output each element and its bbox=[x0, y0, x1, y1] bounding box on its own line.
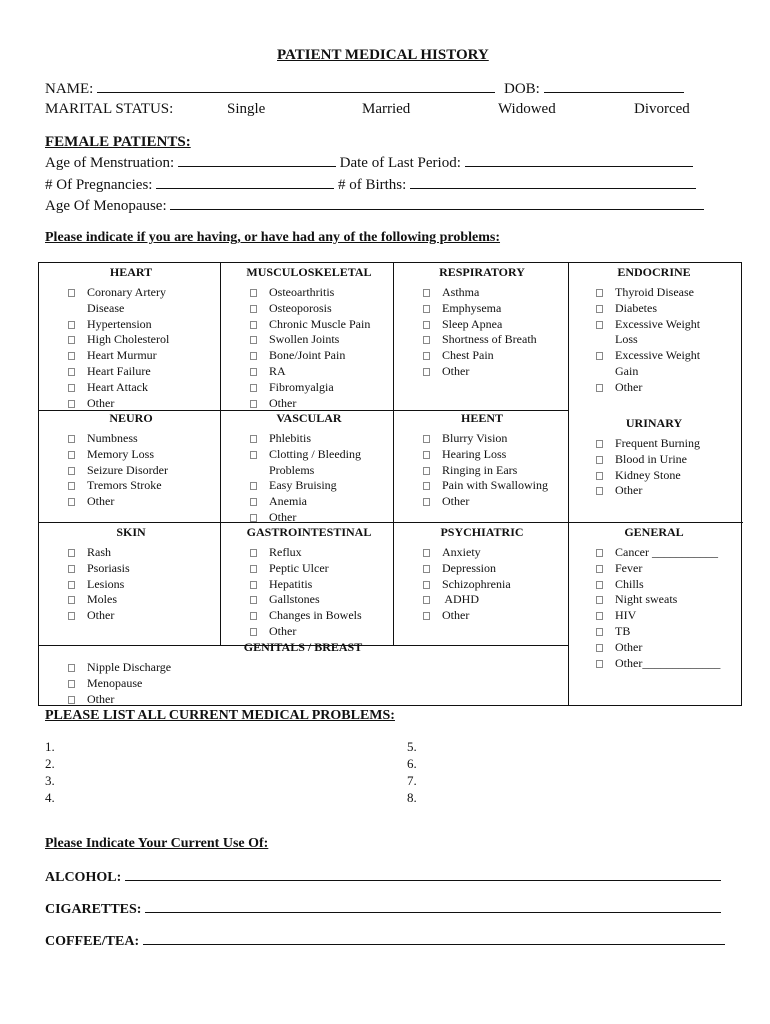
checklist-item-musculoskeletal bbox=[250, 363, 286, 379]
problem-line-7[interactable]: 7. bbox=[407, 773, 417, 788]
checkbox-icon[interactable] bbox=[423, 352, 430, 360]
checkbox-icon[interactable] bbox=[250, 482, 257, 490]
checkbox-icon[interactable] bbox=[250, 565, 257, 573]
checkbox-icon[interactable] bbox=[68, 336, 75, 344]
checklist-item-label: Asthma bbox=[442, 285, 480, 299]
checklist-item-vascular bbox=[250, 493, 307, 509]
checklist-item-label: RA bbox=[269, 364, 286, 378]
checklist-item-psychiatric bbox=[423, 560, 496, 576]
checkbox-icon[interactable] bbox=[250, 514, 257, 522]
problem-line-3[interactable]: 3. bbox=[45, 773, 55, 788]
problem-line-8[interactable]: 8. bbox=[407, 790, 417, 805]
problem-line-4[interactable]: 4. bbox=[45, 790, 55, 805]
checkbox-icon[interactable] bbox=[423, 549, 430, 557]
checklist-item-label: Emphysema bbox=[442, 300, 502, 315]
checklist-item-label: Blurry Vision bbox=[442, 431, 508, 445]
cigarettes-row bbox=[45, 900, 721, 918]
checklist-item-label: Phlebitis bbox=[269, 431, 312, 445]
checklist-item-general bbox=[596, 623, 630, 639]
checklist-item-vascular bbox=[250, 430, 311, 446]
checkbox-icon[interactable] bbox=[250, 289, 257, 297]
checkbox-icon[interactable] bbox=[423, 612, 430, 620]
marital-option-single[interactable]: Single bbox=[227, 101, 266, 117]
checklist-item-label: Other bbox=[269, 395, 297, 410]
checklist-item-endocrine bbox=[596, 347, 700, 363]
checkbox-icon[interactable] bbox=[68, 696, 75, 704]
checklist-item-label: Gain bbox=[615, 364, 639, 378]
checklist-item-label: Other bbox=[87, 608, 115, 623]
checklist-item-label: Other bbox=[269, 624, 297, 638]
checklist-item-label: Hearing Loss bbox=[442, 446, 507, 461]
checklist-item-label: Other bbox=[87, 691, 115, 706]
checkbox-icon[interactable] bbox=[68, 467, 75, 475]
section-gastrointestinal-title: GASTROINTESTINAL bbox=[246, 525, 372, 539]
checkbox-icon[interactable] bbox=[68, 596, 75, 604]
checkbox-icon[interactable] bbox=[596, 644, 603, 652]
checkbox-icon[interactable] bbox=[596, 352, 603, 360]
checklist-item-urinary bbox=[596, 451, 687, 467]
checklist-item-label: Clotting / Bleeding bbox=[269, 446, 361, 461]
menstruation-field[interactable] bbox=[178, 154, 336, 167]
checklist-item-label: Other_____________ bbox=[615, 655, 721, 670]
checklist-item-label: Night sweats bbox=[615, 592, 678, 607]
checklist-item-musculoskeletal bbox=[250, 379, 334, 395]
pregnancies-label: # Of Pregnancies: bbox=[45, 177, 153, 193]
checkbox-icon[interactable] bbox=[596, 549, 603, 557]
checkbox-icon[interactable] bbox=[250, 581, 257, 589]
section-endocrine-title: ENDOCRINE bbox=[617, 265, 691, 279]
checklist-item-gastro bbox=[250, 623, 296, 639]
checklist-item-neuro bbox=[68, 477, 162, 493]
checklist-item-gastro bbox=[250, 560, 329, 576]
checklist-item-label: Frequent Burning bbox=[615, 436, 700, 450]
checklist-item-general bbox=[596, 576, 644, 592]
menstruation-label: Age of Menstruation: bbox=[45, 155, 175, 171]
checklist-item-label: Easy Bruising bbox=[269, 478, 337, 493]
checklist-item-skin bbox=[68, 607, 114, 623]
checklist-item-respiratory bbox=[423, 284, 479, 300]
checkbox-icon[interactable] bbox=[68, 581, 75, 589]
checklist-item-gastro bbox=[250, 607, 362, 623]
checklist-item-label: Diabetes bbox=[615, 300, 657, 315]
checklist-item-neuro bbox=[68, 446, 154, 462]
problem-line-2[interactable]: 2. bbox=[45, 756, 55, 771]
checkbox-icon[interactable] bbox=[423, 451, 430, 459]
checklist-item-label: Heart Attack bbox=[87, 379, 148, 394]
coffee-tea-label: COFFEE/TEA: bbox=[45, 934, 140, 949]
checklist-item-label: Chest Pain bbox=[442, 348, 494, 363]
pregnancies-row bbox=[45, 176, 696, 194]
checkbox-icon[interactable] bbox=[250, 596, 257, 604]
section-urinary-title: URINARY bbox=[625, 416, 683, 430]
checklist-item-label: TB bbox=[615, 624, 631, 638]
cigarettes-field[interactable] bbox=[145, 900, 721, 913]
pregnancies-field[interactable] bbox=[156, 176, 334, 189]
checkbox-icon[interactable] bbox=[596, 581, 603, 589]
checklist-item-label: Problems bbox=[269, 462, 315, 477]
checkbox-icon[interactable] bbox=[423, 435, 430, 443]
checkbox-icon[interactable] bbox=[423, 581, 430, 589]
checkbox-icon[interactable] bbox=[250, 336, 257, 344]
grid-divider bbox=[39, 522, 743, 523]
checklist-item-heart bbox=[68, 379, 148, 395]
checklist-item-label: Chronic Muscle Pain bbox=[269, 316, 371, 331]
marital-option-divorced[interactable]: Divorced bbox=[634, 101, 690, 117]
checkbox-icon[interactable] bbox=[68, 400, 75, 408]
checklist-item-label: Reflux bbox=[269, 545, 302, 559]
checkbox-icon[interactable] bbox=[596, 660, 603, 668]
checkbox-icon[interactable] bbox=[423, 368, 430, 376]
checklist-item-label: ADHD bbox=[442, 592, 480, 607]
checklist-item-label: Anemia bbox=[269, 494, 307, 509]
name-label: NAME: bbox=[45, 81, 94, 97]
checklist-item-endocrine bbox=[596, 284, 694, 300]
checkbox-icon[interactable] bbox=[423, 498, 430, 506]
checklist-item-endocrine bbox=[596, 331, 638, 347]
checkbox-icon[interactable] bbox=[68, 549, 75, 557]
checklist-item-psychiatric bbox=[423, 576, 511, 592]
checklist-item-respiratory bbox=[423, 347, 494, 363]
checklist-item-heent bbox=[423, 477, 548, 493]
checkbox-icon[interactable] bbox=[68, 451, 75, 459]
checkbox-icon[interactable] bbox=[596, 321, 603, 329]
section-respiratory-title: RESPIRATORY bbox=[439, 265, 525, 279]
checklist-item-vascular bbox=[250, 446, 361, 462]
checklist-item-endocrine bbox=[596, 300, 657, 316]
checkbox-icon[interactable] bbox=[250, 628, 257, 636]
checklist-item-musculoskeletal bbox=[250, 316, 370, 332]
checklist-item-genitals bbox=[68, 691, 114, 707]
problem-line-1[interactable]: 1. bbox=[45, 739, 55, 754]
checklist-item-label: Menopause bbox=[87, 675, 143, 690]
name-row bbox=[45, 80, 495, 98]
checklist-item-label: Other bbox=[87, 494, 115, 509]
checklist-item-label: Psoriasis bbox=[87, 560, 130, 575]
section-heart-title: HEART bbox=[109, 265, 153, 279]
checklist-item-label: Osteoporosis bbox=[269, 300, 332, 315]
checklist-item-gastro bbox=[250, 544, 302, 560]
section-general-title: GENERAL bbox=[624, 525, 684, 539]
checklist-item-psychiatric bbox=[423, 607, 469, 623]
checkbox-icon[interactable] bbox=[423, 321, 430, 329]
births-field[interactable] bbox=[410, 176, 696, 189]
checkbox-icon[interactable] bbox=[596, 456, 603, 464]
checkbox-icon[interactable] bbox=[423, 467, 430, 475]
checklist-item-general bbox=[596, 607, 636, 623]
checklist-item-label: Other bbox=[442, 608, 470, 623]
checklist-item-label: Other bbox=[615, 379, 643, 394]
checklist-item-skin bbox=[68, 576, 124, 592]
checklist-item-heart bbox=[68, 300, 124, 316]
checklist-item-endocrine bbox=[596, 316, 700, 332]
checkbox-icon[interactable] bbox=[596, 487, 603, 495]
checklist-item-endocrine bbox=[596, 363, 638, 379]
checklist-item-heent bbox=[423, 462, 517, 478]
checklist-item-urinary bbox=[596, 467, 681, 483]
section-neuro-title: NEURO bbox=[109, 411, 153, 425]
checklist-item-psychiatric bbox=[423, 591, 479, 607]
checkbox-icon[interactable] bbox=[68, 498, 75, 506]
checkbox-icon[interactable] bbox=[250, 498, 257, 506]
checklist-item-label: Ringing in Ears bbox=[442, 462, 518, 477]
checklist-item-neuro bbox=[68, 430, 138, 446]
checklist-item-label: Anxiety bbox=[442, 545, 481, 559]
checklist-item-heart bbox=[68, 363, 151, 379]
name-field[interactable] bbox=[97, 80, 495, 93]
checkbox-icon[interactable] bbox=[596, 565, 603, 573]
checklist-item-label: Shortness of Breath bbox=[442, 332, 537, 347]
checklist-item-respiratory bbox=[423, 331, 537, 347]
alcohol-field[interactable] bbox=[125, 868, 721, 881]
checklist-item-label: Other bbox=[87, 395, 115, 410]
checklist-item-label: Depression bbox=[442, 560, 496, 575]
checklist-item-vascular bbox=[250, 509, 296, 525]
checklist-item-label: Bone/Joint Pain bbox=[269, 348, 346, 363]
checkbox-icon[interactable] bbox=[423, 596, 430, 604]
checklist-item-label: Other bbox=[615, 639, 643, 654]
checklist-item-heart bbox=[68, 347, 157, 363]
checklist-item-label: High Cholesterol bbox=[87, 332, 170, 347]
grid-divider bbox=[568, 263, 569, 705]
checklist-item-label: Kidney Stone bbox=[615, 467, 681, 482]
checklist-item-label: Chills bbox=[615, 576, 644, 591]
checklist-item-heent bbox=[423, 493, 469, 509]
checkbox-icon[interactable] bbox=[250, 321, 257, 329]
instruction-text: Please indicate if you are having, or have had any of the following problems: bbox=[45, 230, 501, 245]
checklist-item-label: Nipple Discharge bbox=[87, 660, 172, 674]
checkbox-icon[interactable] bbox=[596, 305, 603, 313]
checklist-item-label: Sleep Apnea bbox=[442, 316, 503, 331]
checklist-item-gastro bbox=[250, 591, 320, 607]
checklist-item-label: Lesions bbox=[87, 576, 125, 591]
checklist-item-general bbox=[596, 560, 642, 576]
checklist-item-label: Heart Failure bbox=[87, 364, 151, 378]
checklist-item-label: Moles bbox=[87, 592, 117, 607]
checklist-item-heart bbox=[68, 395, 114, 411]
female-patients-heading: FEMALE PATIENTS: bbox=[45, 134, 191, 150]
checkbox-icon[interactable] bbox=[423, 565, 430, 573]
checklist-item-label: Disease bbox=[87, 300, 125, 315]
checkbox-icon[interactable] bbox=[68, 482, 75, 490]
checklist-item-label: Loss bbox=[615, 332, 638, 347]
menopause-label: Age Of Menopause: bbox=[45, 198, 167, 214]
checkbox-icon[interactable] bbox=[250, 352, 257, 360]
checklist-item-genitals bbox=[68, 659, 171, 675]
problem-line-5[interactable]: 5. bbox=[407, 739, 417, 754]
checkbox-icon[interactable] bbox=[68, 612, 75, 620]
checklist-item-vascular bbox=[250, 477, 337, 493]
checklist-item-label: Other bbox=[442, 494, 470, 509]
checkbox-icon[interactable] bbox=[250, 612, 257, 620]
checklist-item-label: Schizophrenia bbox=[442, 576, 511, 591]
marital-status-label: MARITAL STATUS: bbox=[45, 101, 174, 117]
checklist-item-musculoskeletal bbox=[250, 284, 334, 300]
checklist-item-heent bbox=[423, 446, 506, 462]
checkbox-icon[interactable] bbox=[596, 384, 603, 392]
problem-line-6[interactable]: 6. bbox=[407, 756, 417, 771]
menopause-row bbox=[45, 197, 704, 215]
checkbox-icon[interactable] bbox=[250, 400, 257, 408]
checkbox-icon[interactable] bbox=[68, 565, 75, 573]
checkbox-icon[interactable] bbox=[68, 321, 75, 329]
checklist-item-label: Changes in Bowels bbox=[269, 608, 362, 623]
checkbox-icon[interactable] bbox=[68, 368, 75, 376]
section-skin-title: SKIN bbox=[116, 525, 146, 539]
grid-divider bbox=[393, 263, 394, 645]
section-heent-title: HEENT bbox=[460, 411, 503, 425]
checklist-item-heent bbox=[423, 430, 507, 446]
checklist-item-label: Fever bbox=[615, 560, 643, 575]
checklist-item-label: Blood in Urine bbox=[615, 451, 687, 466]
checkbox-icon[interactable] bbox=[250, 451, 257, 459]
checkbox-icon[interactable] bbox=[423, 305, 430, 313]
checklist-item-skin bbox=[68, 591, 117, 607]
checklist-item-label: Thyroid Disease bbox=[615, 285, 694, 299]
usage-heading: Please Indicate Your Current Use Of: bbox=[45, 836, 269, 851]
dob-field[interactable] bbox=[544, 80, 684, 93]
checklist-item-urinary bbox=[596, 435, 700, 451]
checklist-item-label: Rash bbox=[87, 545, 111, 559]
checklist-item-general bbox=[596, 655, 720, 671]
checklist-item-general bbox=[596, 639, 642, 655]
checkbox-icon[interactable] bbox=[68, 680, 75, 688]
checklist-item-genitals bbox=[68, 675, 142, 691]
checkbox-icon[interactable] bbox=[68, 352, 75, 360]
last-period-label: Date of Last Period: bbox=[339, 155, 461, 171]
checklist-item-musculoskeletal bbox=[250, 331, 339, 347]
checklist-item-heart bbox=[68, 284, 166, 300]
marital-option-married[interactable]: Married bbox=[362, 101, 411, 117]
checkbox-icon[interactable] bbox=[596, 628, 603, 636]
alcohol-row bbox=[45, 868, 721, 886]
checklist-item-label: Memory Loss bbox=[87, 446, 154, 461]
checkbox-icon[interactable] bbox=[596, 596, 603, 604]
marital-option-widowed[interactable]: Widowed bbox=[498, 101, 556, 117]
checklist-item-endocrine bbox=[596, 379, 642, 395]
checkbox-icon[interactable] bbox=[68, 435, 75, 443]
alcohol-label: ALCOHOL: bbox=[45, 870, 122, 885]
checkbox-icon[interactable] bbox=[423, 289, 430, 297]
checklist-item-general bbox=[596, 544, 718, 560]
menopause-field[interactable] bbox=[170, 197, 704, 210]
checkbox-icon[interactable] bbox=[250, 368, 257, 376]
checkbox-icon[interactable] bbox=[68, 384, 75, 392]
checklist-item-label: Heart Murmur bbox=[87, 348, 157, 363]
checkbox-icon[interactable] bbox=[250, 384, 257, 392]
section-musculoskeletal-title: MUSCULOSKELETAL bbox=[246, 265, 372, 279]
checklist-item-label: Osteoarthritis bbox=[269, 285, 335, 299]
checklist-item-label: HIV bbox=[615, 608, 637, 623]
checklist-item-label: Other bbox=[615, 483, 643, 498]
checklist-item-label: Pain with Swallowing bbox=[442, 478, 549, 493]
checkbox-icon[interactable] bbox=[596, 289, 603, 297]
checklist-item-vascular bbox=[250, 462, 314, 478]
checkbox-icon[interactable] bbox=[250, 435, 257, 443]
births-label: # of Births: bbox=[337, 177, 407, 193]
checklist-item-label: Other bbox=[269, 510, 297, 524]
checklist-item-respiratory bbox=[423, 363, 469, 379]
checklist-item-label: Hypertension bbox=[87, 316, 152, 331]
checklist-item-skin bbox=[68, 544, 111, 560]
checklist-item-heart bbox=[68, 331, 169, 347]
checklist-item-musculoskeletal bbox=[250, 300, 332, 316]
coffee-tea-row bbox=[45, 932, 725, 950]
checklist-item-label: Swollen Joints bbox=[269, 332, 340, 347]
grid-divider bbox=[220, 263, 221, 645]
checklist-item-label: Cancer ___________ bbox=[615, 545, 718, 559]
checklist-item-label: Hepatitis bbox=[269, 576, 313, 591]
checklist-item-label: Peptic Ulcer bbox=[269, 560, 329, 575]
checklist-item-label: Coronary Artery bbox=[87, 285, 166, 299]
section-psychiatric-title: PSYCHIATRIC bbox=[440, 525, 524, 539]
checklist-item-label: Numbness bbox=[87, 431, 138, 445]
checkbox-icon[interactable] bbox=[596, 612, 603, 620]
problems-list-left bbox=[45, 738, 55, 806]
checklist-item-psychiatric bbox=[423, 544, 481, 560]
checkbox-icon[interactable] bbox=[423, 336, 430, 344]
checkbox-icon[interactable] bbox=[68, 664, 75, 672]
checklist-item-label: Seizure Disorder bbox=[87, 462, 168, 477]
checkbox-icon[interactable] bbox=[596, 440, 603, 448]
page-title: PATIENT MEDICAL HISTORY bbox=[277, 47, 489, 63]
cigarettes-label: CIGARETTES: bbox=[45, 902, 142, 917]
coffee-tea-field[interactable] bbox=[143, 932, 725, 945]
checklist-item-respiratory bbox=[423, 300, 501, 316]
checklist-item-label: Gallstones bbox=[269, 592, 320, 607]
section-genitals-breast-title: GENITALS / BREAST bbox=[243, 640, 363, 654]
checklist-item-gastro bbox=[250, 576, 312, 592]
checklist-item-neuro bbox=[68, 462, 168, 478]
checklist-item-skin bbox=[68, 560, 130, 576]
checklist-item-label: Fibromyalgia bbox=[269, 379, 334, 394]
checkbox-icon[interactable] bbox=[68, 289, 75, 297]
checkbox-icon[interactable] bbox=[596, 472, 603, 480]
checkbox-icon[interactable] bbox=[250, 549, 257, 557]
section-vascular-title: VASCULAR bbox=[276, 411, 342, 425]
checklist-item-label: Excessive Weight bbox=[615, 348, 701, 363]
checklist-item-musculoskeletal bbox=[250, 395, 296, 411]
checklist-item-neuro bbox=[68, 493, 114, 509]
checklist-item-general bbox=[596, 591, 677, 607]
checklist-item-musculoskeletal bbox=[250, 347, 345, 363]
problems-list-right bbox=[407, 738, 417, 806]
checklist-item-label: Excessive Weight bbox=[615, 316, 701, 331]
checkbox-icon[interactable] bbox=[423, 482, 430, 490]
dob-row bbox=[504, 80, 684, 98]
checkbox-icon[interactable] bbox=[250, 305, 257, 313]
checklist-item-heart bbox=[68, 316, 152, 332]
checklist-item-label: Tremors Stroke bbox=[87, 478, 162, 493]
current-problems-heading: PLEASE LIST ALL CURRENT MEDICAL PROBLEMS: bbox=[45, 708, 395, 723]
checklist-item-label: Other bbox=[442, 364, 470, 378]
menstruation-row bbox=[45, 154, 693, 172]
dob-label: DOB: bbox=[504, 81, 540, 97]
checklist-item-urinary bbox=[596, 482, 642, 498]
checklist-item-respiratory bbox=[423, 316, 502, 332]
last-period-field[interactable] bbox=[465, 154, 693, 167]
